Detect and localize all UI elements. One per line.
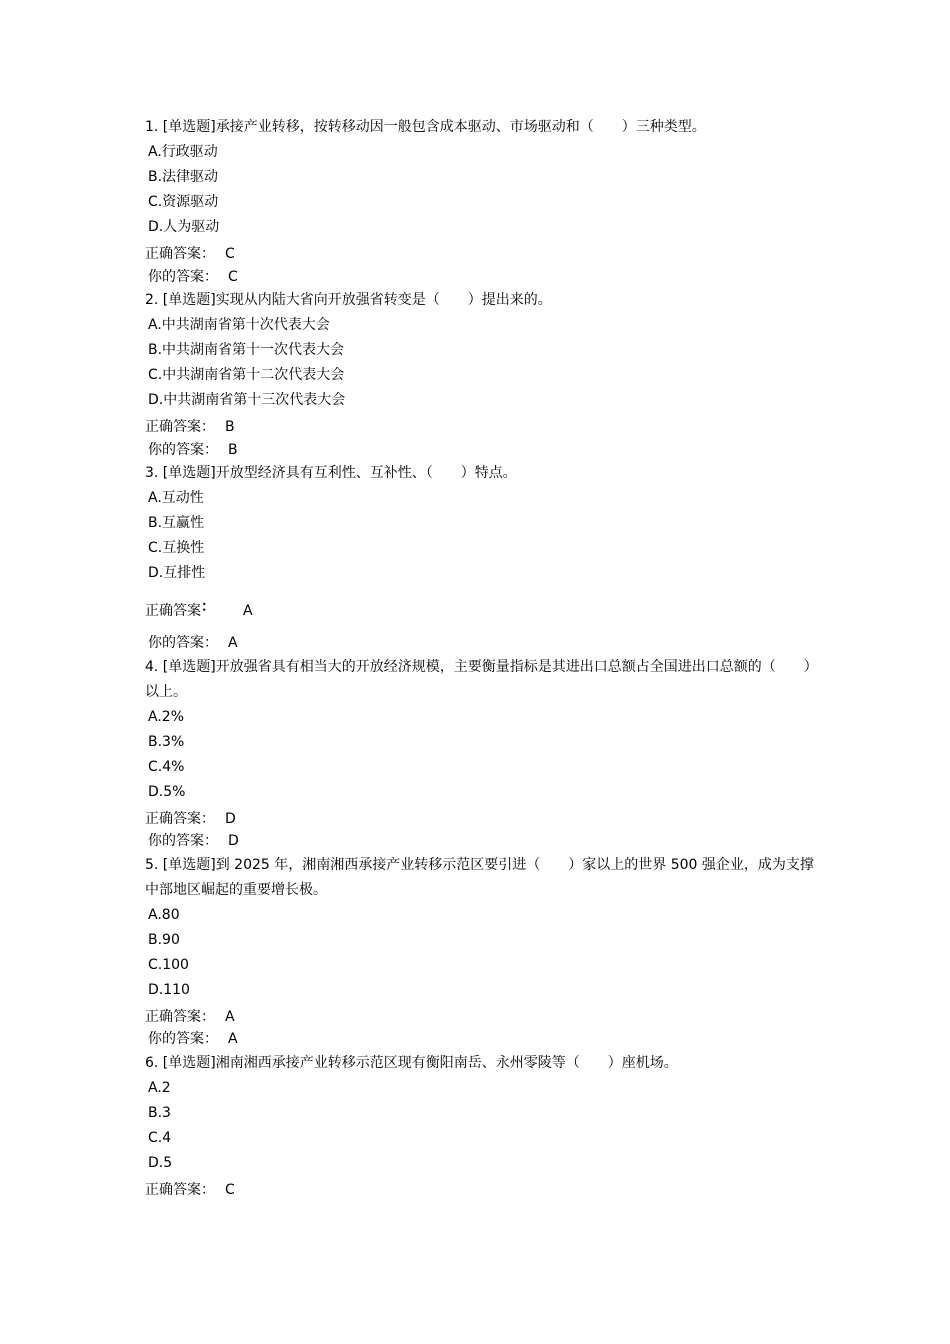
option-c: C.4% bbox=[148, 758, 185, 775]
your-answer bbox=[145, 266, 815, 289]
option-c: C.资源驱动 bbox=[148, 194, 219, 210]
your-answer-value: C bbox=[228, 268, 238, 285]
correct-answer bbox=[145, 243, 815, 266]
option-b: B.3% bbox=[148, 733, 185, 750]
option-a: A.2% bbox=[148, 708, 184, 725]
your-answer bbox=[145, 632, 815, 655]
question-1 bbox=[145, 115, 815, 288]
your-answer-label: 你的答案： bbox=[148, 1031, 218, 1047]
option-a: A.互动性 bbox=[148, 490, 204, 506]
your-answer-value: A bbox=[228, 1031, 238, 1047]
option-a: A.2 bbox=[148, 1079, 171, 1096]
option-b: B.中共湖南省第十一次代表大会 bbox=[148, 342, 345, 358]
correct-answer bbox=[145, 416, 815, 439]
your-answer-label: 你的答案： bbox=[148, 441, 218, 458]
your-answer-value: D bbox=[228, 833, 239, 849]
question-text: 3. [单选题]开放型经济具有互利性、互补性、（ ）特点。 bbox=[145, 465, 517, 481]
your-answer-label: 你的答案： bbox=[148, 833, 218, 849]
option-a: A.行政驱动 bbox=[148, 144, 218, 160]
question-text: 5. [单选题]到 2025 年，湘南湘西承接产业转移示范区要引进（ ）家以上的世界 500 强企业，成为支撑中部地区崛起的重要增长极。 bbox=[145, 856, 814, 898]
option-c: C.100 bbox=[148, 956, 189, 973]
option-d: D.人为驱动 bbox=[148, 219, 220, 235]
correct-answer bbox=[145, 1006, 815, 1029]
option-b: B.3 bbox=[148, 1104, 171, 1121]
question-2 bbox=[145, 288, 815, 461]
correct-answer-colon: ： bbox=[201, 599, 215, 615]
correct-answer-value: B bbox=[225, 419, 235, 435]
question-text: 2. [单选题]实现从内陆大省向开放强省转变是（ ）提出来的。 bbox=[145, 292, 552, 308]
correct-answer-value: A bbox=[243, 603, 253, 619]
option-a: A.80 bbox=[148, 906, 180, 923]
document-body bbox=[145, 115, 815, 1201]
correct-answer-label: 正确答案 bbox=[145, 603, 201, 619]
question-3 bbox=[145, 461, 815, 655]
option-c: C.中共湖南省第十二次代表大会 bbox=[148, 367, 345, 383]
question-text: 1. [单选题]承接产业转移，按转移动因一般包含成本驱动、市场驱动和（ ）三种类型。 bbox=[145, 119, 706, 135]
correct-answer-value: D bbox=[225, 810, 236, 827]
option-c: C.4 bbox=[148, 1129, 172, 1146]
correct-answer bbox=[145, 1179, 815, 1202]
your-answer bbox=[145, 830, 815, 853]
correct-answer-value: C bbox=[225, 1181, 235, 1198]
option-b: B.法律驱动 bbox=[148, 169, 219, 185]
option-a: A.中共湖南省第十次代表大会 bbox=[148, 317, 330, 333]
your-answer bbox=[145, 1028, 815, 1051]
option-d: D.110 bbox=[148, 981, 190, 998]
correct-answer-label: 正确答案： bbox=[145, 419, 215, 435]
question-text: 4. [单选题]开放强省具有相当大的开放经济规模，主要衡量指标是其进出口总额占全国进出口总额的（ ）以上。 bbox=[145, 658, 811, 700]
correct-answer-label: 正确答案： bbox=[145, 246, 215, 262]
your-answer bbox=[145, 439, 815, 462]
correct-answer-label: 正确答案： bbox=[145, 1181, 215, 1198]
correct-answer-value: A bbox=[225, 1008, 235, 1025]
question-4 bbox=[145, 655, 815, 853]
question-text: 6. [单选题]湘南湘西承接产业转移示范区现有衡阳南岳、永州零陵等（ ）座机场。 bbox=[145, 1054, 678, 1071]
correct-answer bbox=[145, 808, 815, 831]
correct-answer-label: 正确答案： bbox=[145, 810, 215, 827]
correct-answer-label: 正确答案： bbox=[145, 1008, 215, 1025]
question-6 bbox=[145, 1051, 815, 1202]
option-b: B.90 bbox=[148, 931, 180, 948]
option-c: C.互换性 bbox=[148, 540, 205, 556]
option-b: B.互赢性 bbox=[148, 515, 205, 531]
your-answer-label: 你的答案： bbox=[148, 635, 218, 651]
option-d: D.5 bbox=[148, 1154, 173, 1171]
correct-answer bbox=[145, 589, 815, 629]
option-d: D.中共湖南省第十三次代表大会 bbox=[148, 392, 346, 408]
option-d: D.互排性 bbox=[148, 565, 206, 581]
your-answer-label: 你的答案： bbox=[148, 268, 218, 285]
correct-answer-value: C bbox=[225, 246, 235, 262]
question-5 bbox=[145, 853, 815, 1051]
your-answer-value: B bbox=[228, 441, 238, 458]
option-d: D.5% bbox=[148, 783, 186, 800]
your-answer-value: A bbox=[228, 635, 238, 651]
